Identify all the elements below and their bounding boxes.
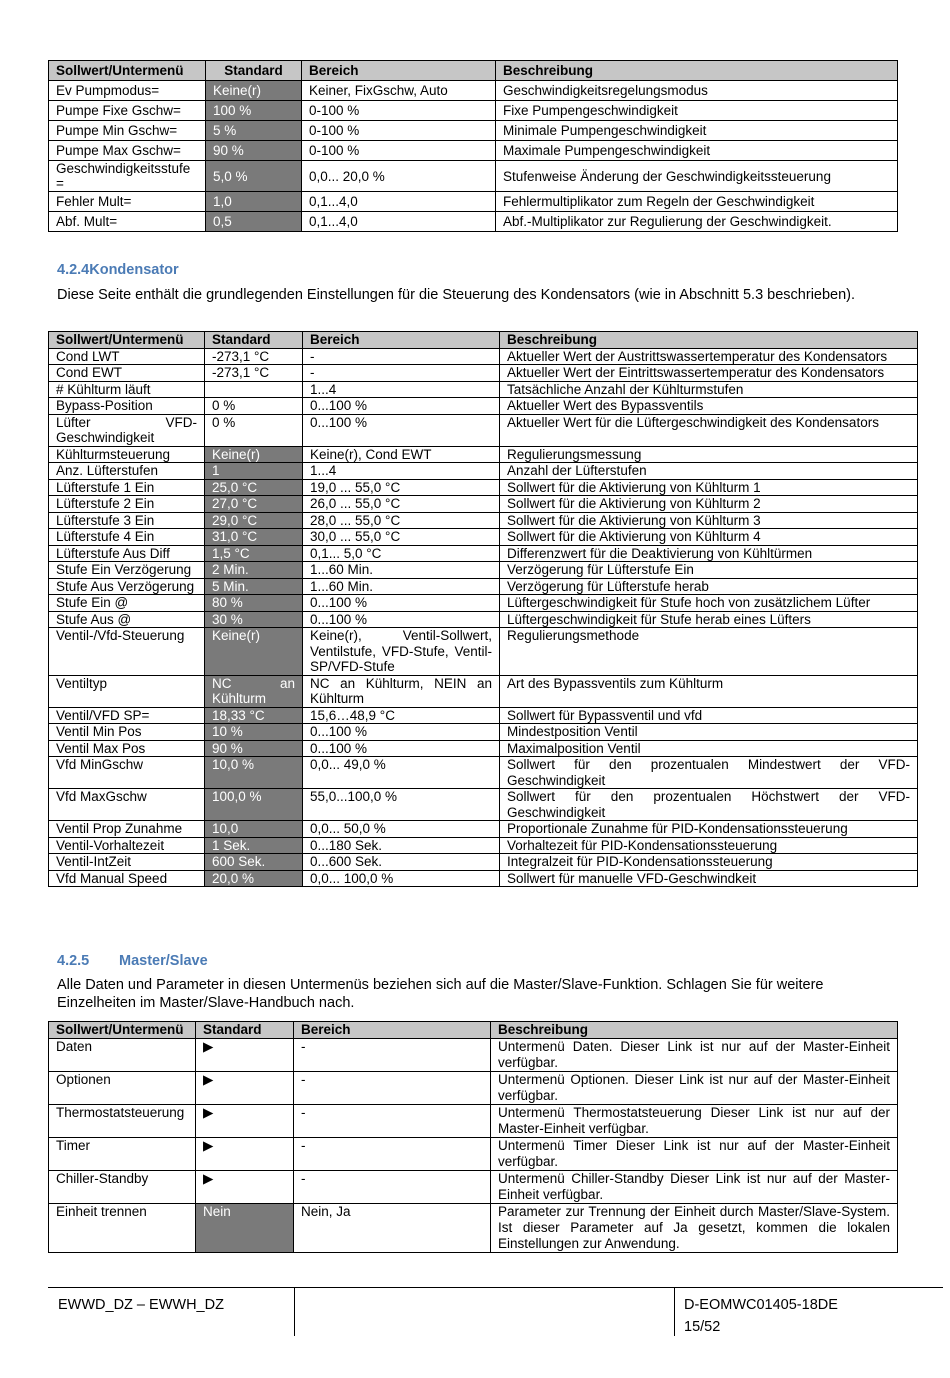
range-cell: 0...100 % [303,595,500,612]
footer-divider [294,1288,295,1336]
description-cell: Maximalposition Ventil [500,740,918,757]
table-row [49,578,918,595]
table-row [49,562,918,579]
setpoint-cell: Stufe Aus @ [49,611,205,628]
setpoint-cell: # Kühlturm läuft [49,381,205,398]
table-row [49,611,918,628]
setpoint-cell: Lüfterstufe Aus Diff [49,545,205,562]
footer-divider [674,1288,675,1336]
default-cell: 90 % [206,141,302,161]
setpoint-cell: Ventil Min Pos [49,724,205,741]
footer-page-number: 15/52 [684,1319,721,1335]
table-row [49,212,898,232]
table-row [49,141,898,161]
column-header: Beschreibung [496,61,898,81]
table-row [49,161,898,192]
table-row [49,837,918,854]
description-cell: Aktueller Wert für die Lüftergeschwindigkeit des Kondensators [500,414,918,446]
default-cell: Keine(r) [205,446,303,463]
description-cell: Sollwert für die Aktivierung von Kühlturm 2 [500,496,918,513]
default-cell: 100 % [206,101,302,121]
table-row [49,479,918,496]
description-cell: Anzahl der Lüfterstufen [500,463,918,480]
column-header: Sollwert/Untermenü [49,61,206,81]
description-cell: Regulierungsmessung [500,446,918,463]
table-row [49,446,918,463]
table-row [49,512,918,529]
description-cell: Verzögerung für Lüfterstufe herab [500,578,918,595]
table-row [49,414,918,446]
setpoint-cell: Lüfterstufe 3 Ein [49,512,205,529]
description-cell: Untermenü Timer Dieser Link ist nur auf der Master-Einheit verfügbar. [491,1138,898,1171]
range-cell: 1...60 Min. [303,562,500,579]
setpoint-cell: Optionen [49,1072,196,1105]
range-cell: 26,0 ... 55,0 °C [303,496,500,513]
setpoint-cell: Geschwindigkeitsstufe = [49,161,206,192]
default-cell: Keine(r) [206,81,302,101]
table-row [49,545,918,562]
setpoint-cell: Fehler Mult= [49,192,206,212]
default-cell: 10,0 % [205,757,303,789]
default-cell: 10 % [205,724,303,741]
column-header: Bereich [302,61,496,81]
range-cell: 55,0...100,0 % [303,789,500,821]
master-slave-table [48,1021,898,1253]
setpoint-cell: Daten [49,1039,196,1072]
range-cell: 0...100 % [303,740,500,757]
description-cell: Sollwert für die Aktivierung von Kühlturm 3 [500,512,918,529]
table-row [49,81,898,101]
table-header-row [49,1022,898,1039]
default-cell: 90 % [205,740,303,757]
description-cell: Art des Bypassventils zum Kühlturm [500,675,918,707]
setpoint-cell: Cond LWT [49,348,205,365]
setpoint-cell: Ventiltyp [49,675,205,707]
range-cell: 1...60 Min. [303,578,500,595]
default-cell: Keine(r) [205,628,303,676]
default-cell: 1,5 °C [205,545,303,562]
table-header-row [49,332,918,349]
description-cell: Proportionale Zunahme für PID-Kondensationssteuerung [500,821,918,838]
setpoint-cell: Cond EWT [49,365,205,382]
section-paragraph-kondensator: Diese Seite enthält die grundlegenden Einstellungen für die Steuerung des Kondensators (wie in Abschnitt 5.3 beschrieben). [57,287,856,303]
description-cell: Lüftergeschwindigkeit für Stufe hoch von zusätzlichem Lüfter [500,595,918,612]
default-cell: 1 Sek. [205,837,303,854]
table-row [49,740,918,757]
range-cell: 0...100 % [303,611,500,628]
column-header: Standard [205,332,303,349]
description-cell: Fehlermultiplikator zum Regeln der Geschwindigkeit [496,192,898,212]
table-row [49,463,918,480]
default-cell: 600 Sek. [205,854,303,871]
default-cell: ▶ [196,1138,294,1171]
range-cell: 0...180 Sek. [303,837,500,854]
default-cell: 80 % [205,595,303,612]
range-cell: 0,1...4,0 [302,212,496,232]
setpoint-cell: Vfd MinGschw [49,757,205,789]
setpoint-cell: Chiller-Standby [49,1171,196,1204]
footer-model: EWWD_DZ – EWWH_DZ [58,1297,224,1313]
table-row [49,529,918,546]
range-cell: 0...100 % [303,398,500,415]
setpoint-cell: Stufe Ein @ [49,595,205,612]
table-row [49,496,918,513]
setpoint-cell: Pumpe Max Gschw= [49,141,206,161]
default-cell: NC an Kühlturm [205,675,303,707]
setpoint-cell: Ventil Prop Zunahme [49,821,205,838]
table-row [49,707,918,724]
description-cell: Geschwindigkeitsregelungsmodus [496,81,898,101]
column-header: Beschreibung [491,1022,898,1039]
default-cell: -273,1 °C [205,348,303,365]
range-cell: Nein, Ja [294,1204,491,1253]
column-header: Standard [196,1022,294,1039]
range-cell: Keine(r), Cond EWT [303,446,500,463]
section-heading-master-slave [57,953,208,969]
setpoint-cell: Ventil-/Vfd-Steuerung [49,628,205,676]
setpoint-cell: Bypass-Position [49,398,205,415]
page-footer [48,1287,943,1338]
range-cell: 0...100 % [303,724,500,741]
description-cell: Parameter zur Trennung der Einheit durch Master/Slave-System. Ist dieser Parameter auf Ja gesetzt, kommen die lokalen Einstellungen zur Anwendung. [491,1204,898,1253]
table-row [49,595,918,612]
default-cell: 1,0 [206,192,302,212]
description-cell: Sollwert für die Aktivierung von Kühlturm 1 [500,479,918,496]
default-cell: 5 % [206,121,302,141]
default-cell: 20,0 % [205,870,303,887]
setpoint-cell: Lüfterstufe 4 Ein [49,529,205,546]
column-header: Bereich [303,332,500,349]
default-cell: ▶ [196,1105,294,1138]
section-heading-kondensator [57,262,179,278]
table-row [49,854,918,871]
range-cell: Keiner, FixGschw, Auto [302,81,496,101]
default-cell: ▶ [196,1171,294,1204]
default-cell: 0 % [205,414,303,446]
range-cell: NC an Kühlturm, NEIN an Kühlturm [303,675,500,707]
range-cell: 0,1...4,0 [302,192,496,212]
setpoint-cell: Pumpe Min Gschw= [49,121,206,141]
description-cell: Aktueller Wert des Bypassventils [500,398,918,415]
description-cell: Sollwert für den prozentualen Mindestwert der VFD-Geschwindigkeit [500,757,918,789]
range-cell: - [294,1171,491,1204]
table-row [49,365,918,382]
default-cell: 1 [205,463,303,480]
default-cell: 100,0 % [205,789,303,821]
description-cell: Sollwert für den prozentualen Höchstwert der VFD-Geschwindigkeit [500,789,918,821]
range-cell: 0...100 % [303,414,500,446]
setpoint-cell: Lüfter VFD-Geschwindigkeit [49,414,205,446]
default-cell: 29,0 °C [205,512,303,529]
range-cell: 0-100 % [302,121,496,141]
table-row [49,192,898,212]
table-row [49,1204,898,1253]
range-cell: 1...4 [303,381,500,398]
table-row [49,724,918,741]
description-cell: Verzögerung für Lüfterstufe Ein [500,562,918,579]
default-cell: 27,0 °C [205,496,303,513]
table-row [49,821,918,838]
range-cell: - [294,1072,491,1105]
range-cell: 15,6…48,9 °C [303,707,500,724]
description-cell: Vorhaltezeit für PID-Kondensationssteuerung [500,837,918,854]
default-cell: 25,0 °C [205,479,303,496]
range-cell: 0,0... 49,0 % [303,757,500,789]
range-cell: 30,0 ... 55,0 °C [303,529,500,546]
setpoint-cell: Vfd MaxGschw [49,789,205,821]
footer-doc-id: D-EOMWC01405-18DE [684,1297,838,1313]
description-cell: Abf.-Multiplikator zur Regulierung der Geschwindigkeit. [496,212,898,232]
condenser-settings-table [48,331,918,887]
description-cell: Mindestposition Ventil [500,724,918,741]
default-cell: 18,33 °C [205,707,303,724]
default-cell: 0 % [205,398,303,415]
range-cell: 0-100 % [302,141,496,161]
table-row [49,1171,898,1204]
setpoint-cell: Stufe Ein Verzögerung [49,562,205,579]
column-header: Standard [206,61,302,81]
setpoint-cell: Thermostatsteuerung [49,1105,196,1138]
table-row [49,1039,898,1072]
table-row [49,1072,898,1105]
default-cell: 10,0 [205,821,303,838]
pump-settings-table [48,60,898,232]
table-row [49,398,918,415]
table-row [49,757,918,789]
default-cell: 5,0 % [206,161,302,192]
description-cell: Sollwert für manuelle VFD-Geschwindkeit [500,870,918,887]
description-cell: Integralzeit für PID-Kondensationssteuerung [500,854,918,871]
description-cell: Sollwert für die Aktivierung von Kühlturm 4 [500,529,918,546]
setpoint-cell: Ventil/VFD SP= [49,707,205,724]
description-cell: Maximale Pumpengeschwindigkeit [496,141,898,161]
description-cell: Differenzwert für die Deaktivierung von Kühltürmen [500,545,918,562]
range-cell: 0...600 Sek. [303,854,500,871]
default-cell: 30 % [205,611,303,628]
range-cell: - [303,365,500,382]
range-cell: 0,1... 5,0 °C [303,545,500,562]
setpoint-cell: Pumpe Fixe Gschw= [49,101,206,121]
default-cell: -273,1 °C [205,365,303,382]
description-cell: Untermenü Chiller-Standby Dieser Link ist nur auf der Master-Einheit verfügbar. [491,1171,898,1204]
setpoint-cell: Vfd Manual Speed [49,870,205,887]
range-cell: 0-100 % [302,101,496,121]
default-cell: 5 Min. [205,578,303,595]
setpoint-cell: Ev Pumpmodus= [49,81,206,101]
range-cell: 0,0... 20,0 % [302,161,496,192]
table-header-row [49,61,898,81]
table-row [49,348,918,365]
setpoint-cell: Stufe Aus Verzögerung [49,578,205,595]
table-row [49,1138,898,1171]
section-title: Master/Slave [119,953,208,969]
range-cell: - [294,1138,491,1171]
description-cell: Regulierungsmethode [500,628,918,676]
table-row [49,381,918,398]
default-cell: 31,0 °C [205,529,303,546]
description-cell: Tatsächliche Anzahl der Kühlturmstufen [500,381,918,398]
range-cell: 28,0 ... 55,0 °C [303,512,500,529]
description-cell: Sollwert für Bypassventil und vfd [500,707,918,724]
description-cell: Untermenü Daten. Dieser Link ist nur auf der Master-Einheit verfügbar. [491,1039,898,1072]
range-cell: 0,0... 100,0 % [303,870,500,887]
description-cell: Aktueller Wert der Austrittswassertemperatur des Kondensators [500,348,918,365]
setpoint-cell: Ventil-Vorhaltezeit [49,837,205,854]
setpoint-cell: Kühlturmsteuerung [49,446,205,463]
column-header: Sollwert/Untermenü [49,332,205,349]
table-row [49,101,898,121]
range-cell: 19,0 ... 55,0 °C [303,479,500,496]
table-row [49,789,918,821]
default-cell: ▶ [196,1072,294,1105]
range-cell: 1...4 [303,463,500,480]
table-row [49,870,918,887]
description-cell: Aktueller Wert der Eintrittswassertemperatur des Kondensators [500,365,918,382]
section-title: Kondensator [89,262,179,278]
default-cell: ▶ [196,1039,294,1072]
setpoint-cell: Anz. Lüfterstufen [49,463,205,480]
range-cell: - [294,1039,491,1072]
setpoint-cell: Timer [49,1138,196,1171]
section-number: 4.2.5 [57,953,90,969]
column-header: Beschreibung [500,332,918,349]
range-cell: - [303,348,500,365]
description-cell: Stufenweise Änderung der Geschwindigkeitssteuerung [496,161,898,192]
table-row [49,628,918,676]
description-cell: Lüftergeschwindigkeit für Stufe herab eines Lüfters [500,611,918,628]
section-number: 4.2.4 [57,262,90,278]
setpoint-cell: Ventil-IntZeit [49,854,205,871]
default-cell: 0,5 [206,212,302,232]
column-header: Bereich [294,1022,491,1039]
range-cell: Keine(r), Ventil-Sollwert, Ventilstufe, VFD-Stufe, Ventil-SP/VFD-Stufe [303,628,500,676]
table-row [49,121,898,141]
setpoint-cell: Lüfterstufe 2 Ein [49,496,205,513]
default-cell: 2 Min. [205,562,303,579]
setpoint-cell: Abf. Mult= [49,212,206,232]
description-cell: Untermenü Optionen. Dieser Link ist nur auf der Master-Einheit verfügbar. [491,1072,898,1105]
table-row [49,675,918,707]
description-cell: Untermenü Thermostatsteuerung Dieser Link ist nur auf der Master-Einheit verfügbar. [491,1105,898,1138]
description-cell: Minimale Pumpengeschwindigkeit [496,121,898,141]
range-cell: - [294,1105,491,1138]
range-cell: 0,0... 50,0 % [303,821,500,838]
setpoint-cell: Einheit trennen [49,1204,196,1253]
section-paragraph-master-slave: Alle Daten und Parameter in diesen Untermenüs beziehen sich auf die Master/Slave-Funktion. Schlagen Sie für weitere Einzelheiten im Master/Slave-Handbuch nach. [57,977,824,1011]
column-header: Sollwert/Untermenü [49,1022,196,1039]
table-row [49,1105,898,1138]
setpoint-cell: Lüfterstufe 1 Ein [49,479,205,496]
description-cell: Fixe Pumpengeschwindigkeit [496,101,898,121]
setpoint-cell: Ventil Max Pos [49,740,205,757]
default-cell [205,381,303,398]
default-cell: Nein [196,1204,294,1253]
